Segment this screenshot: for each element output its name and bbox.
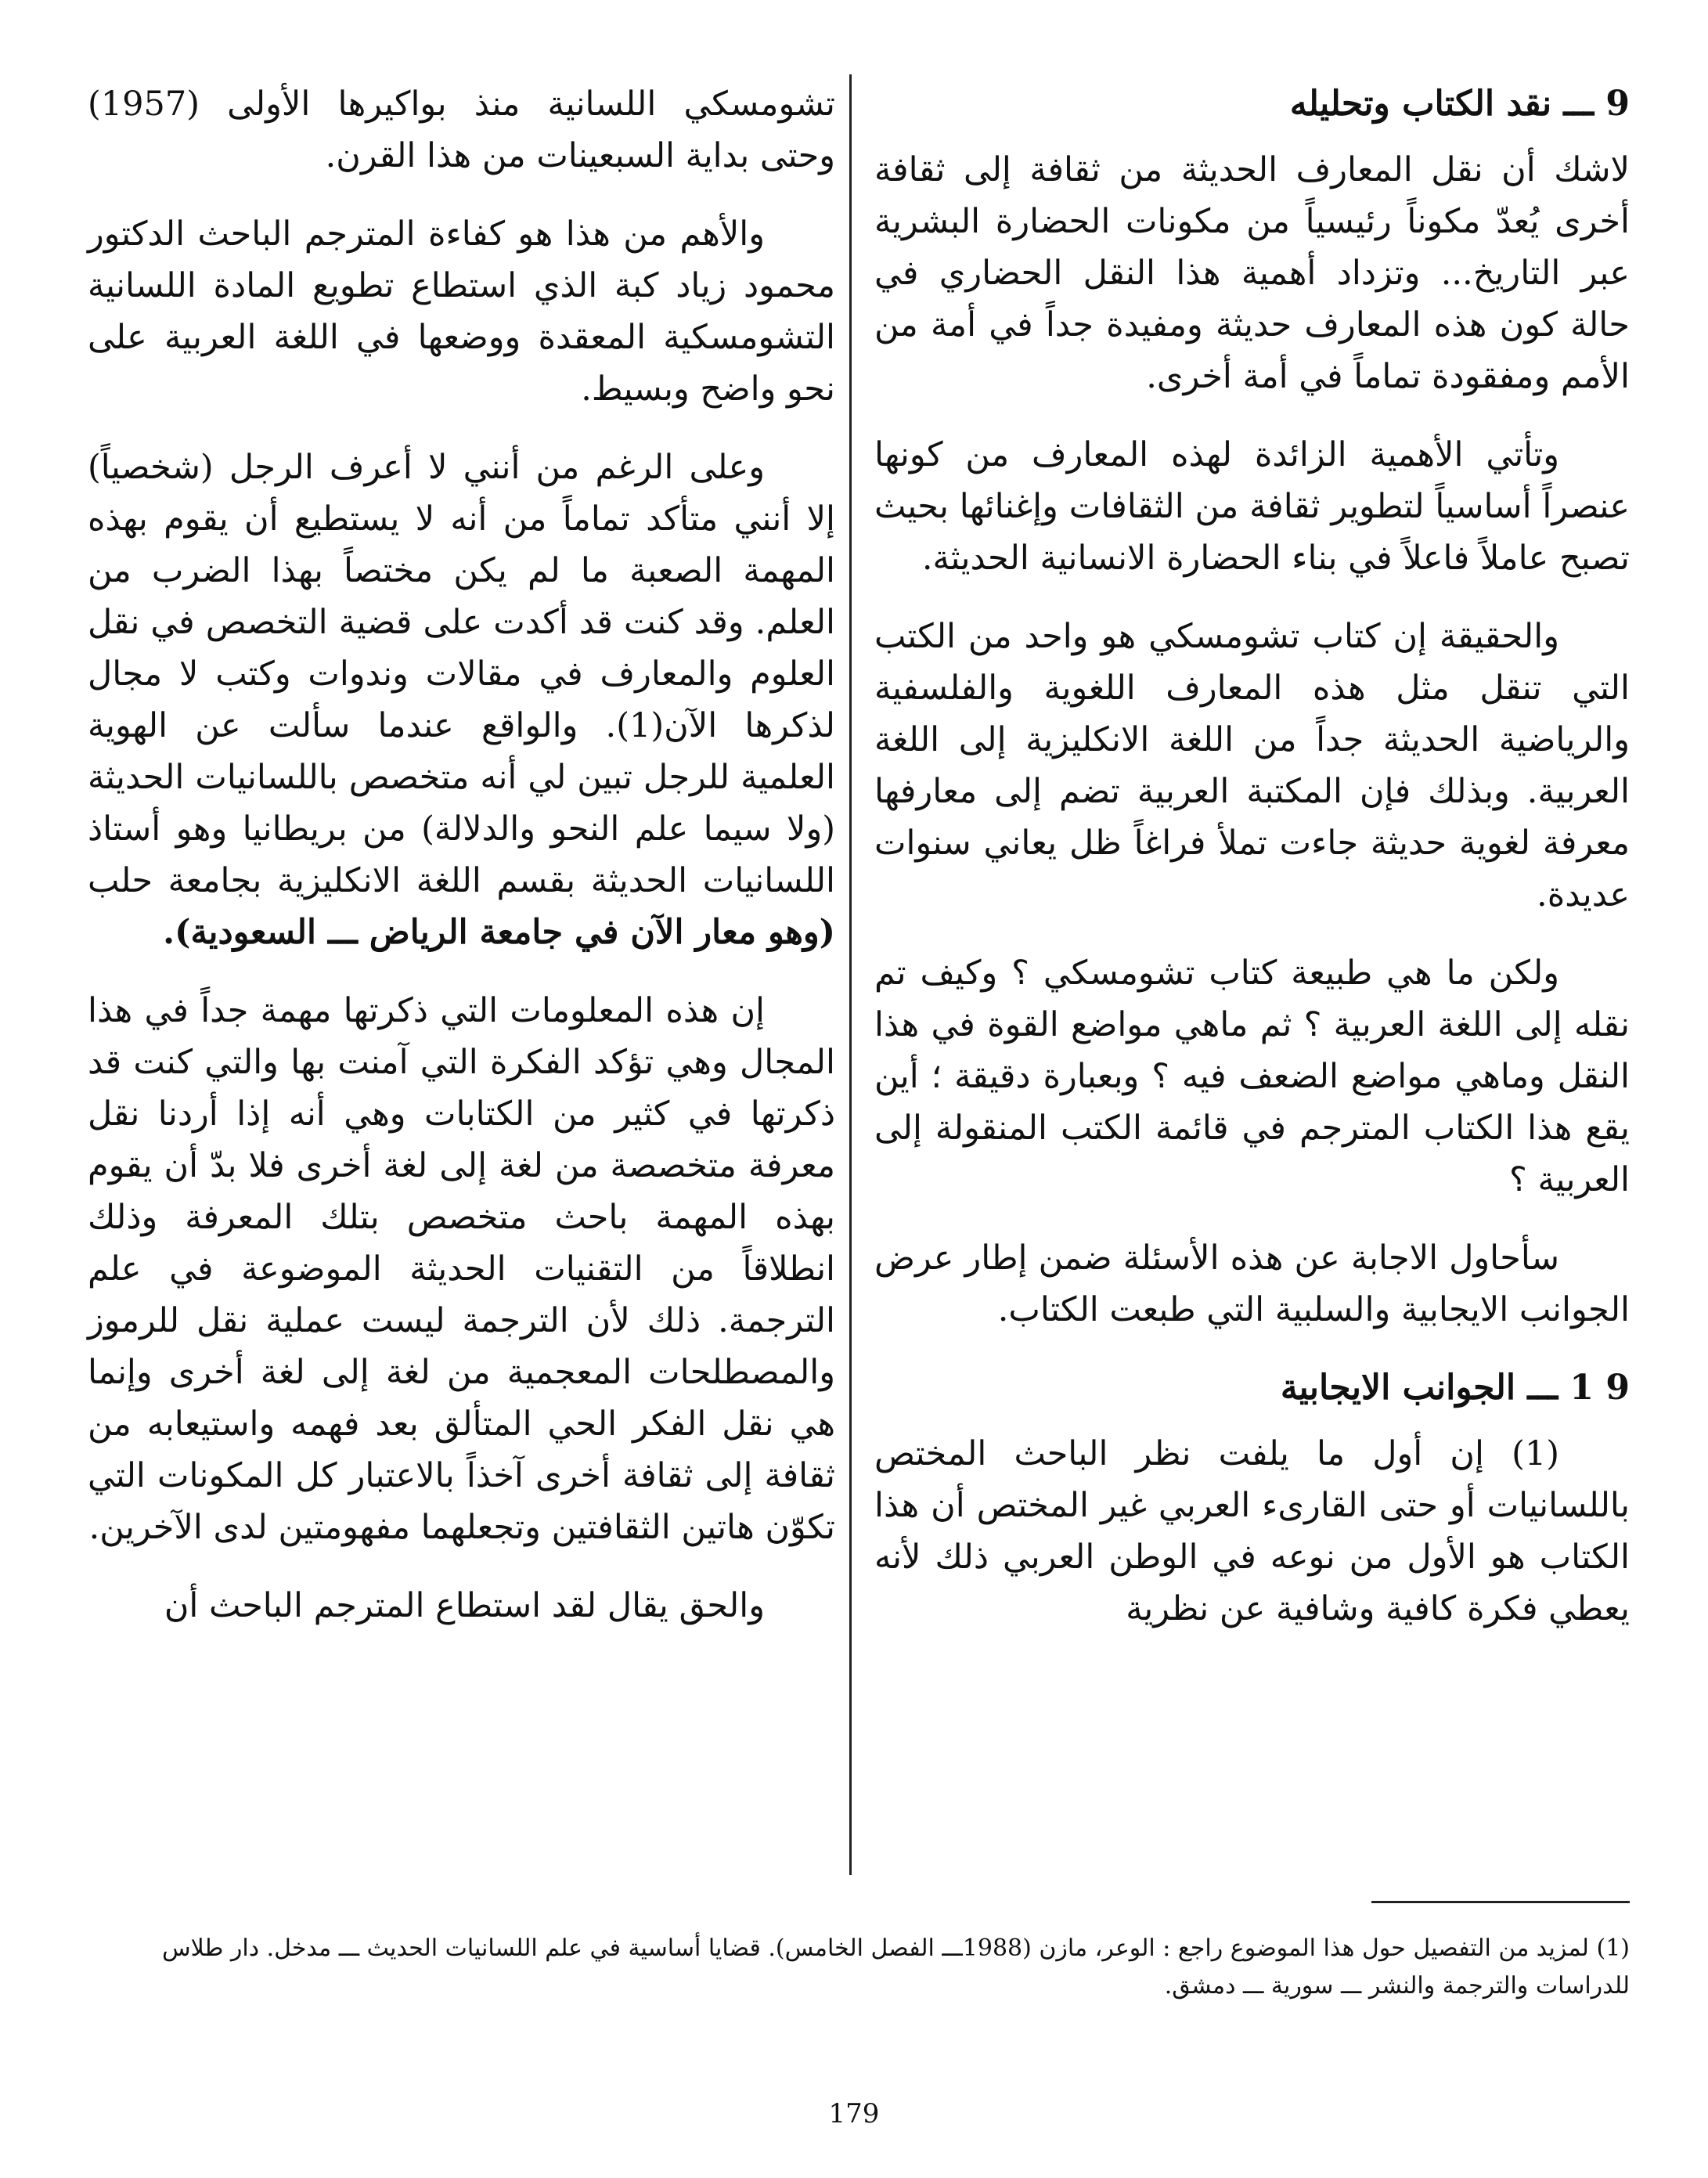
left-column bbox=[88, 78, 835, 1658]
column-divider bbox=[849, 74, 852, 1875]
paragraph: إن هذه المعلومات التي ذكرتها مهمة جداً في هذا المجال وهي تؤكد الفكرة التي آمنت بها والتي كنت قد ذكرتها في كثير من الكتابات وهي أنه إذا أردنا نقل معرفة متخصصة من لغة إلى لغة أخرى فلا بدّ أن يقوم بهذه المهمة باحث متخصص بتلك المعرفة وذلك انطلاقاً من التقنيات الحديثة الموضوعة في علم الترجمة. ذلك لأن الترجمة ليست عملية نقل للرموز والمصطلحات المعجمية من لغة إلى لغة أخرى وإنما هي نقل الفكر الحي المتألق بعد فهمه واستيعابه من ثقافة إلى ثقافة أخرى آخذاً بالاعتبار كل المكونات التي تكوّن هاتين الثقافتين وتجعلهما مفهومتين لدى الآخرين. bbox=[88, 991, 835, 1547]
section-heading: 9 ـــ نقد الكتاب وتحليله bbox=[1289, 84, 1630, 124]
right-column bbox=[874, 78, 1630, 1661]
paragraph: لاشك أن نقل المعارف الحديثة من ثقافة إلى ثقافة أخرى يُعدّ مكوناً رئيسياً من مكونات الحضارة البشرية عبر التاريخ... وتزداد أهمية هذا النقل الحضاري في حالة كون هذه المعارف حديثة ومفيدة جداً في أمة من الأمم ومفقودة تماماً في أمة أخرى. bbox=[874, 150, 1630, 396]
paragraph: سأحاول الاجابة عن هذه الأسئلة ضمن إطار عرض الجوانب الايجابية والسلبية التي طبعت الكتاب. bbox=[874, 1239, 1630, 1329]
paragraph bbox=[88, 442, 835, 958]
paragraph: ولكن ما هي طبيعة كتاب تشومسكي ؟ وكيف تم نقله إلى اللغة العربية ؟ ثم ماهي مواضع القوة في هذا النقل وماهي مواضع الضعف فيه ؟ وبعبارة دقيقة ؛ أين يقع هذا الكتاب المترجم في قائمة الكتب المنقولة إلى العربية ؟ bbox=[874, 954, 1630, 1199]
paragraph: والحق يقال لقد استطاع المترجم الباحث أن bbox=[164, 1586, 765, 1625]
paragraph: والأهم من هذا هو كفاءة المترجم الباحث الدكتور محمود زياد كبة الذي استطاع تطويع المادة اللسانية التشومسكية المعقدة ووضعها في اللغة العربية على نحو واضح وبسيط. bbox=[88, 215, 835, 409]
paragraph: وتأتي الأهمية الزائدة لهذه المعارف من كونها عنصراً أساسياً لتطوير ثقافة من الثقافات وإغنائها بحيث تصبح عاملاً فاعلاً في بناء الحضارة الانسانية الحديثة. bbox=[874, 435, 1630, 578]
page-number: 179 bbox=[828, 2098, 880, 2129]
paragraph-text: وعلى الرغم من أنني لا أعرف الرجل (شخصياً) إلا أنني متأكد تماماً من أنه لا يستطيع أن يقوم بهذه المهمة الصعبة ما لم يكن مختصاً بهذا الضرب من العلم. وقد كنت قد أكدت على قضية التخصص في نقل العلوم والمعارف في مقالات وندوات وكتب لا مجال لذكرها الآن(1). والواقع عندما سألت عن الهوية العلمية للرجل تبين لي أنه متخصص باللسانيات الحديثة (ولا سيما علم النحو والدلالة) من بريطانيا وهو أستاذ اللسانيات الحديثة بقسم اللغة الانكليزية بجامعة حلب bbox=[88, 448, 835, 900]
footnote-rule bbox=[1371, 1901, 1630, 1903]
paragraph: والحقيقة إن كتاب تشومسكي هو واحد من الكتب التي تنقل مثل هذه المعارف اللغوية والفلسفية والرياضية الحديثة جداً من اللغة الانكليزية إلى اللغة العربية. وبذلك فإن المكتبة العربية تضم إلى معارفها معرفة لغوية حديثة جاءت تملأ فراغاً ظل يعاني سنوات عديدة. bbox=[874, 617, 1630, 914]
paragraph-bold-text: (وهو معار الآن في جامعة الرياض ـــ السعودية). bbox=[163, 913, 835, 952]
subsection-heading: 9 1 ـــ الجوانب الايجابية bbox=[1280, 1368, 1630, 1408]
paragraph: تشومسكي اللسانية منذ بواكيرها الأولى (1957) وحتى بداية السبعينات من هذا القرن. bbox=[88, 85, 835, 175]
paragraph: (1) إن أول ما يلفت نظر الباحث المختص باللسانيات أو حتى القارىء العربي غير المختص أن هذا الكتاب هو الأول من نوعه في الوطن العربي ذلك لأنه يعطي فكرة كافية وشافية عن نظرية bbox=[874, 1434, 1630, 1628]
footnote: (1) لمزيد من التفصيل حول هذا الموضوع راجع : الوعر، مازن (1988ـــ الفصل الخامس). قضايا أساسية في علم اللسانيات الحديث ـــ مدخل. دار طلاس للدراسات والترجمة والنشر ـــ سورية ـــ دمشق. bbox=[161, 1935, 1630, 2000]
